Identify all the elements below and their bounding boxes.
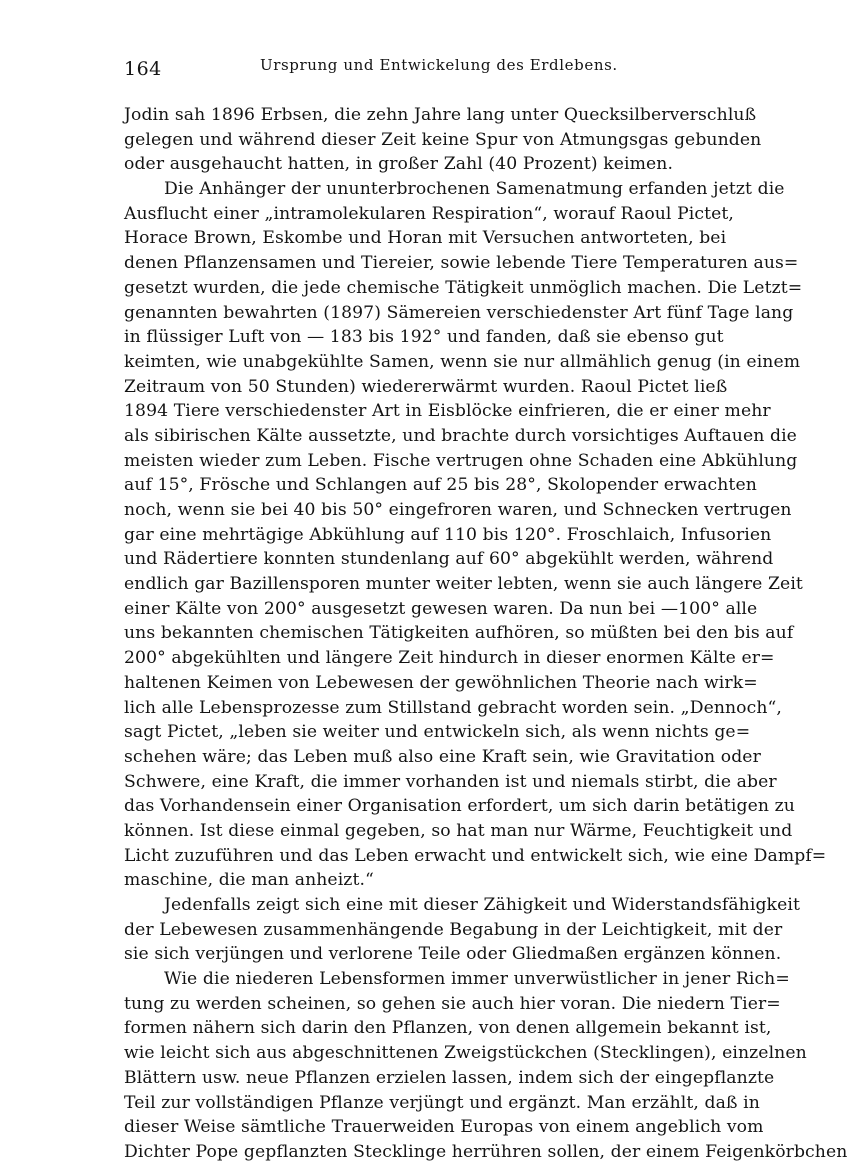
text-line: können. Ist diese einmal gegeben, so hat man nur Wärme, Feuchtigkeit und [124,820,793,841]
text-line: Die Anhänger der ununterbrochenen Samenatmung erfanden jetzt die [164,179,785,200]
text-line: keimten, wie unabgekühlte Samen, wenn sie nur allmählich genug (in einem [124,351,801,372]
text-line: formen nähern sich darin den Pflanzen, von denen allgemein bekannt ist, [124,1018,772,1039]
text-line: Jedenfalls zeigt sich eine mit dieser Zähigkeit und Widerstandsfähigkeit [164,895,800,915]
text-line: in flüssiger Luft von — 183 bis 192° und fanden, daß sie ebenso gut [124,327,724,348]
text-line: einer Kälte von 200° ausgesetzt gewesen waren. Da nun bei —100° alle [124,598,758,619]
text-line: Licht zuzuführen und das Leben erwacht und entwickelt sich, wie eine Dampf= [124,845,827,866]
text-line: auf 15°, Frösche und Schlangen auf 25 bis 28°, Skolopender erwachten [124,475,757,496]
text-line: lich alle Lebensprozesse zum Stillstand gebracht worden sein. „Dennoch“, [124,697,782,718]
text-line: haltenen Keimen von Lebewesen der gewöhnlichen Theorie nach wirk= [124,672,758,693]
text-line: endlich gar Bazillensporen munter weiter lebten, wenn sie auch längere Zeit [124,574,803,595]
text-line: Jodin sah 1896 Erbsen, die zehn Jahre lang unter Quecksilberverschluß [124,105,757,125]
text-line: gelegen und während dieser Zeit keine Spur von Atmungsgas gebunden [124,129,762,150]
running-title: Ursprung und Entwickelung des Erdlebens. [260,56,618,74]
text-line: Dichter Pope gepflanzten Stecklinge herrühren sollen, der einem Feigenkörbchen [124,1141,847,1162]
text-line: und Rädertiere konnten stundenlang auf 60° abgekühlt werden, während [124,549,774,570]
text-line: der Lebewesen zusammenhängende Begabung in der Leichtigkeit, mit der [124,919,783,940]
text-line: Wie die niederen Lebensformen immer unverwüstlicher in jener Rich= [164,969,790,990]
text-line: maschine, die man anheizt.“ [124,870,374,891]
text-line: meisten wieder zum Leben. Fische vertrugen ohne Schaden eine Abkühlung [124,450,798,471]
body-text [124,103,847,1165]
text-line: Horace Brown, Eskombe und Horan mit Versuchen antworteten, bei [124,228,727,249]
text-line: Zeitraum von 50 Stunden) wiedererwärmt wurden. Raoul Pictet ließ [124,376,728,397]
text-line: Schwere, eine Kraft, die immer vorhanden ist und niemals stirbt, die aber [124,771,777,792]
text-line: oder ausgehaucht hatten, in großer Zahl (40 Prozent) keimen. [124,154,674,175]
text-line: 200° abgekühlten und längere Zeit hindurch in dieser enormen Kälte er= [124,648,775,669]
text-line: Teil zur vollständigen Pflanze verjüngt und ergänzt. Man erzählt, daß in [124,1092,760,1113]
text-line: tung zu werden scheinen, so gehen sie auch hier voran. Die niedern Tier= [124,993,781,1014]
text-line: dieser Weise sämtliche Trauerweiden Europas von einem angeblich vom [124,1117,764,1138]
text-line: Ausflucht einer „intramolekularen Respiration“, worauf Raoul Pictet, [124,203,734,224]
text-line: das Vorhandensein einer Organisation erfordert, um sich darin betätigen zu [124,796,795,817]
text-line: wie leicht sich aus abgeschnittenen Zweigstückchen (Stecklingen), einzelnen [124,1043,807,1064]
text-line: noch, wenn sie bei 40 bis 50° eingefroren waren, und Schnecken vertrugen [124,500,792,520]
page-header [124,52,682,88]
text-line: gar eine mehrtägige Abkühlung auf 110 bis 120°. Froschlaich, Infusorien [124,524,772,545]
text-line: schehen wäre; das Leben muß also eine Kraft sein, wie Gravitation oder [124,746,761,767]
text-line: denen Pflanzensamen und Tiereier, sowie lebende Tiere Temperaturen aus= [124,253,799,274]
text-line: genannten bewahrten (1897) Sämereien verschiedenster Art fünf Tage lang [124,302,794,323]
text-line: Blättern usw. neue Pflanzen erzielen lassen, indem sich der eingepflanzte [124,1067,775,1088]
text-line: 1894 Tiere verschiedenster Art in Eisblöcke einfrieren, die er einer mehr [124,401,771,422]
text-line: uns bekannten chemischen Tätigkeiten aufhören, so müßten bei den bis auf [124,623,794,644]
text-line: sagt Pictet, „leben sie weiter und entwickeln sich, als wenn nichts ge= [124,722,751,743]
text-line: als sibirischen Kälte aussetzte, und brachte durch vorsichtiges Auftauen die [124,425,797,446]
text-line: gesetzt wurden, die jede chemische Tätigkeit unmöglich machen. Die Letzt= [124,277,803,298]
text-line: sie sich verjüngen und verlorene Teile oder Gliedmaßen ergänzen können. [124,944,782,965]
page-number: 164 [124,58,162,80]
